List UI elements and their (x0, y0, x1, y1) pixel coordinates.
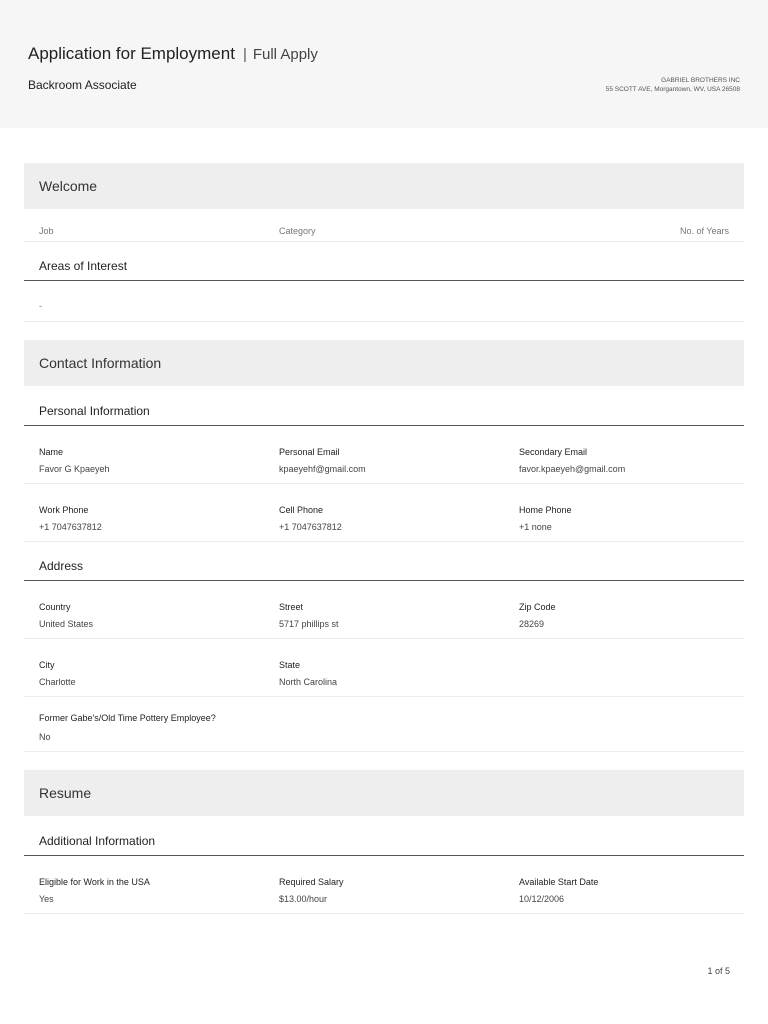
field-value-street: 5717 phillips st (279, 619, 339, 629)
field-value-start-date: 10/12/2006 (519, 894, 565, 904)
section-title: Contact Information (39, 355, 162, 371)
subhead-personal-information (24, 397, 744, 426)
field-label-street: Street (279, 602, 304, 612)
field-value-home-phone: +1 none (519, 522, 552, 532)
document-header (0, 0, 768, 128)
field-label-secondary-email: Secondary Email (519, 447, 588, 457)
field-label-city: City (39, 660, 55, 670)
field-value-personal-email: kpaeyehf@gmail.com (279, 464, 366, 474)
field-value-work-phone: +1 7047637812 (39, 522, 102, 532)
subhead-title: Personal Information (39, 404, 150, 418)
field-value-country: United States (39, 619, 94, 629)
field-label-home-phone: Home Phone (519, 505, 572, 515)
subhead-additional-information (24, 827, 744, 856)
field-value-state: North Carolina (279, 677, 338, 687)
field-value-cell-phone: +1 7047637812 (279, 522, 342, 532)
document-title: Application for Employment (28, 44, 235, 63)
field-row (24, 639, 744, 697)
section-title: Welcome (39, 178, 98, 194)
title-row (28, 44, 318, 64)
company-name: GABRIEL BROTHERS INC (661, 77, 740, 84)
field-value-required-salary: $13.00/hour (279, 894, 328, 904)
field-value-eligible: Yes (39, 894, 54, 904)
column-years: No. of Years (679, 226, 729, 236)
field-label-required-salary: Required Salary (279, 877, 344, 887)
field-value-secondary-email: favor.kpaeyeh@gmail.com (519, 464, 626, 474)
section-title: Resume (39, 785, 92, 801)
job-title: Backroom Associate (28, 78, 137, 92)
field-label-start-date: Available Start Date (519, 877, 599, 887)
field-value-city: Charlotte (39, 677, 76, 687)
subhead-title: Additional Information (39, 834, 156, 848)
field-row (24, 856, 744, 914)
field-value-name: Favor G Kpaeyeh (39, 464, 110, 474)
areas-row (24, 281, 744, 322)
company-address: 55 SCOTT AVE, Morgantown, WV, USA 26508 (605, 86, 740, 93)
field-row (24, 581, 744, 639)
field-row (24, 484, 744, 542)
subhead-title: Areas of Interest (39, 259, 128, 273)
field-value-former-employee: No (39, 732, 51, 742)
title-separator: | (242, 46, 247, 63)
field-label-cell-phone: Cell Phone (279, 505, 324, 515)
field-label-state: State (279, 660, 301, 670)
subhead-address (24, 552, 744, 581)
field-label-zip-code: Zip Code (519, 602, 556, 612)
column-category: Category (279, 226, 316, 236)
field-row (24, 426, 744, 484)
field-label-name: Name (39, 447, 64, 457)
subhead-areas-of-interest (24, 252, 744, 281)
field-label-personal-email: Personal Email (279, 447, 340, 457)
field-label-work-phone: Work Phone (39, 505, 89, 515)
areas-value: - (39, 301, 42, 311)
field-value-zip-code: 28269 (519, 619, 545, 629)
column-job: Job (39, 226, 54, 236)
field-row (24, 697, 744, 752)
company-info (606, 76, 740, 94)
field-label-former-employee: Former Gabe's/Old Time Pottery Employee? (39, 713, 216, 723)
section-welcome (24, 163, 744, 209)
subhead-title: Address (39, 559, 84, 573)
page-number: 1 of 5 (707, 966, 730, 976)
field-label-eligible: Eligible for Work in the USA (39, 877, 150, 887)
document-subtitle: Full Apply (252, 46, 318, 63)
section-contact-information (24, 340, 744, 386)
table-header-row (24, 220, 744, 242)
field-label-country: Country (39, 602, 71, 612)
section-resume (24, 770, 744, 816)
